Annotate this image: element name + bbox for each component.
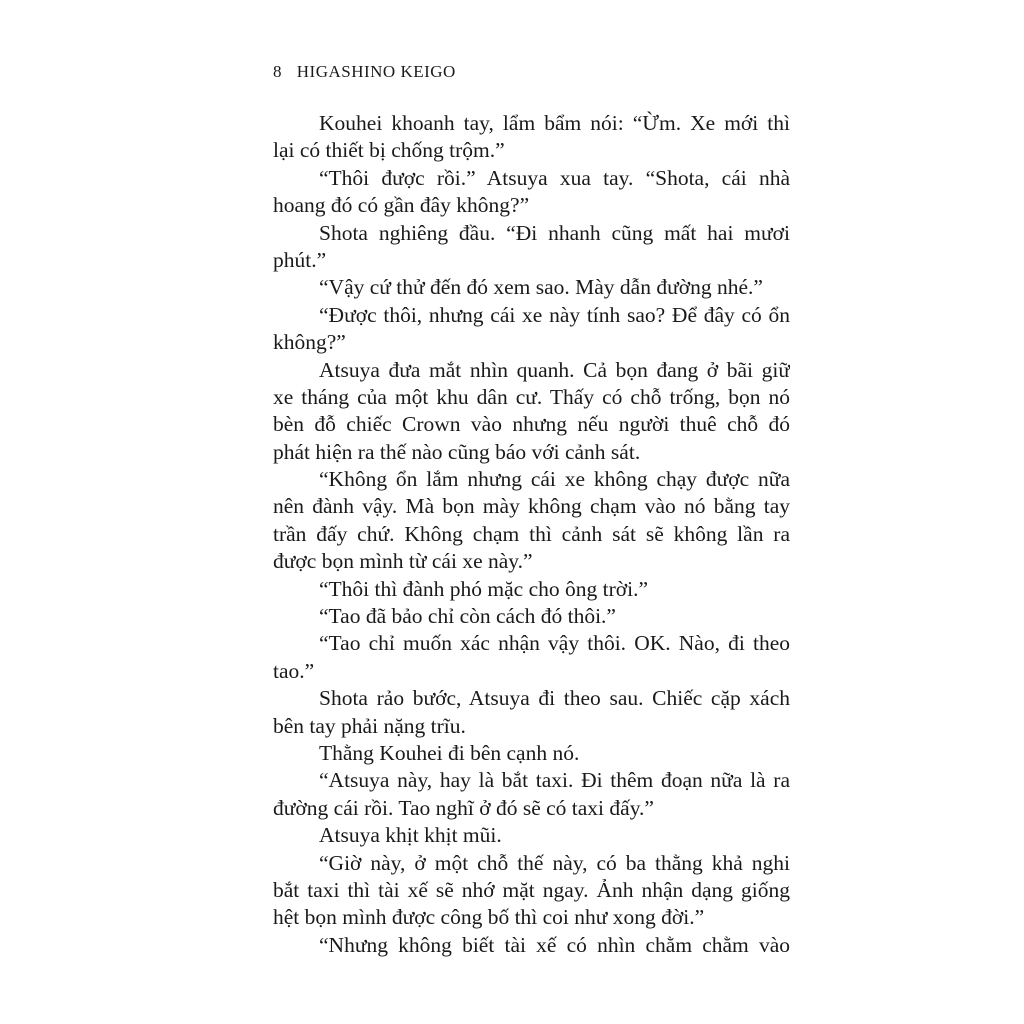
text-line: “Giờ này, ở một chỗ thế này, có ba thằng khả nghi [319,850,790,875]
text-line: “Nhưng không biết tài xế có nhìn chằm chằm vào [319,932,790,957]
text-line: Atsuya khịt khịt mũi. [319,823,502,848]
text-line: đường cái rồi. Tao nghĩ ở đó sẽ có taxi đấy.” [273,795,654,820]
text-line: “Vậy cứ thử đến đó xem sao. Mày dẫn đường nhé.” [319,275,763,300]
text-line: hoang đó có gần đây không?” [273,193,530,218]
text-line: Shota nghiêng đầu. “Đi nhanh cũng mất hai mươi [319,220,790,245]
running-head [273,62,456,82]
text-line: lại có thiết bị chống trộm.” [273,138,505,163]
text-line: Atsuya đưa mắt nhìn quanh. Cả bọn đang ở bãi giữ [319,357,790,382]
text-line: “Atsuya này, hay là bắt taxi. Đi thêm đoạn nữa là ra [319,768,790,793]
text-line: được bọn mình từ cái xe này.” [273,549,533,574]
text-line: hệt bọn mình được công bố thì coi như xong đời.” [273,905,705,930]
running-head-author: HIGASHINO KEIGO [296,62,456,81]
text-line: phát hiện ra thế nào cũng báo với cảnh sát. [273,439,641,464]
text-line: bên tay phải nặng trĩu. [273,713,466,738]
text-line: “Tao chỉ muốn xác nhận vậy thôi. OK. Nào, đi theo [319,631,790,656]
body-text [273,110,790,959]
text-line: trần đấy chứ. Không chạm thì cảnh sát sẽ không lần ra [273,521,790,546]
text-line: “Thôi được rồi.” Atsuya xua tay. “Shota, cái nhà [319,165,790,190]
text-line: bắt taxi thì tài xế sẽ nhớ mặt ngay. Ảnh nhận dạng giống [273,877,790,902]
text-line: bèn đỗ chiếc Crown vào nhưng nếu người thuê chỗ đó [273,412,790,437]
text-line: Kouhei khoanh tay, lẩm bẩm nói: “Ừm. Xe mới thì [319,111,790,135]
text-line: “Được thôi, nhưng cái xe này tính sao? Để đây có ổn [319,302,790,327]
text-line: “Thôi thì đành phó mặc cho ông trời.” [319,576,649,601]
text-line: Thằng Kouhei đi bên cạnh nó. [319,740,580,765]
text-line: “Không ổn lắm nhưng cái xe không chạy được nữa [319,467,790,492]
text-line: phút.” [273,247,327,272]
text-line: Shota rảo bước, Atsuya đi theo sau. Chiếc cặp xách [319,686,790,711]
text-line: xe tháng của một khu dân cư. Thấy có chỗ trống, bọn nó [273,384,790,409]
text-line: không?” [273,330,346,355]
text-line: tao.” [273,658,315,683]
text-line: nên đành vậy. Mà bọn mày không chạm vào nó bằng tay [273,494,790,519]
text-line: “Tao đã bảo chỉ còn cách đó thôi.” [319,604,616,629]
page-number: 8 [273,62,282,81]
